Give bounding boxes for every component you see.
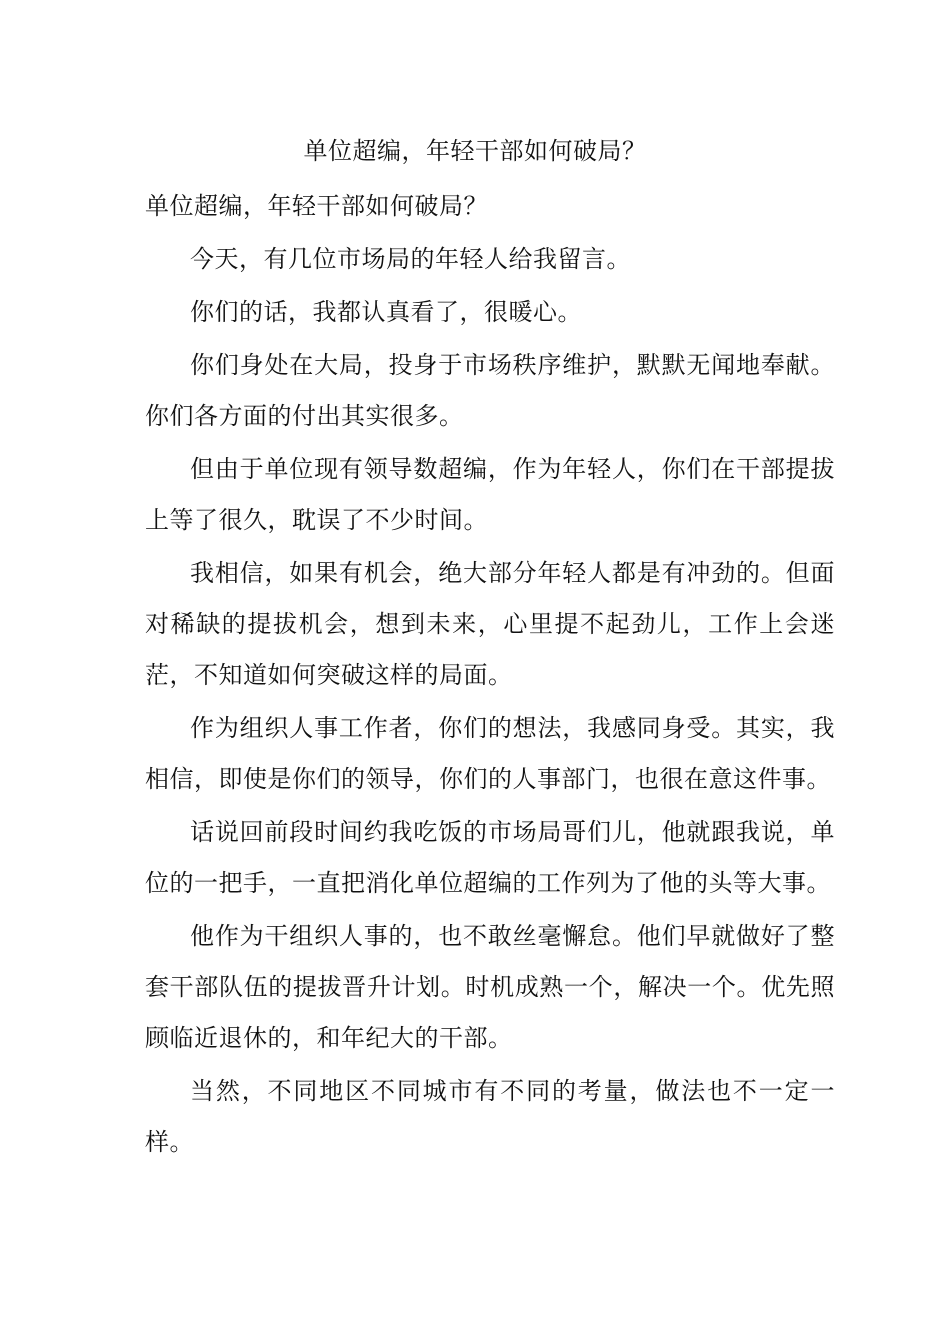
document-body	[145, 181, 835, 1170]
paragraph-7: 话说回前段时间约我吃饭的市场局哥们儿，他就跟我说，单位的一把手，一直把消化单位超编的工作列为了他的头等大事。	[145, 818, 835, 897]
paragraph-8: 他作为干组织人事的，也不敢丝毫懈怠。他们早就做好了整套干部队伍的提拔晋升计划。时机成熟一个，解决一个。优先照顾临近退休的，和年纪大的干部。	[145, 922, 835, 1052]
paragraph-3: 你们身处在大局，投身于市场秩序维护，默默无闻地奉献。你们各方面的付出其实很多。	[145, 351, 835, 430]
paragraph-4: 但由于单位现有领导数超编，作为年轻人，你们在干部提拔上等了很久，耽误了不少时间。	[145, 455, 835, 534]
paragraph-6: 作为组织人事工作者，你们的想法，我感同身受。其实，我相信，即使是你们的领导，你们的人事部门，也很在意这件事。	[145, 714, 835, 793]
paragraph-1: 今天，有几位市场局的年轻人给我留言。	[190, 245, 631, 273]
paragraph-5: 我相信，如果有机会，绝大部分年轻人都是有冲劲的。但面对稀缺的提拔机会，想到未来，心里提不起劲儿，工作上会迷茫，不知道如何突破这样的局面。	[145, 559, 835, 689]
paragraph-9: 当然，不同地区不同城市有不同的考量，做法也不一定一样。	[145, 1077, 835, 1156]
paragraph-2: 你们的话，我都认真看了，很暖心。	[190, 298, 582, 326]
document-title: 单位超编，年轻干部如何破局？	[303, 137, 647, 165]
document-subtitle: 单位超编，年轻干部如何破局？	[145, 192, 488, 220]
